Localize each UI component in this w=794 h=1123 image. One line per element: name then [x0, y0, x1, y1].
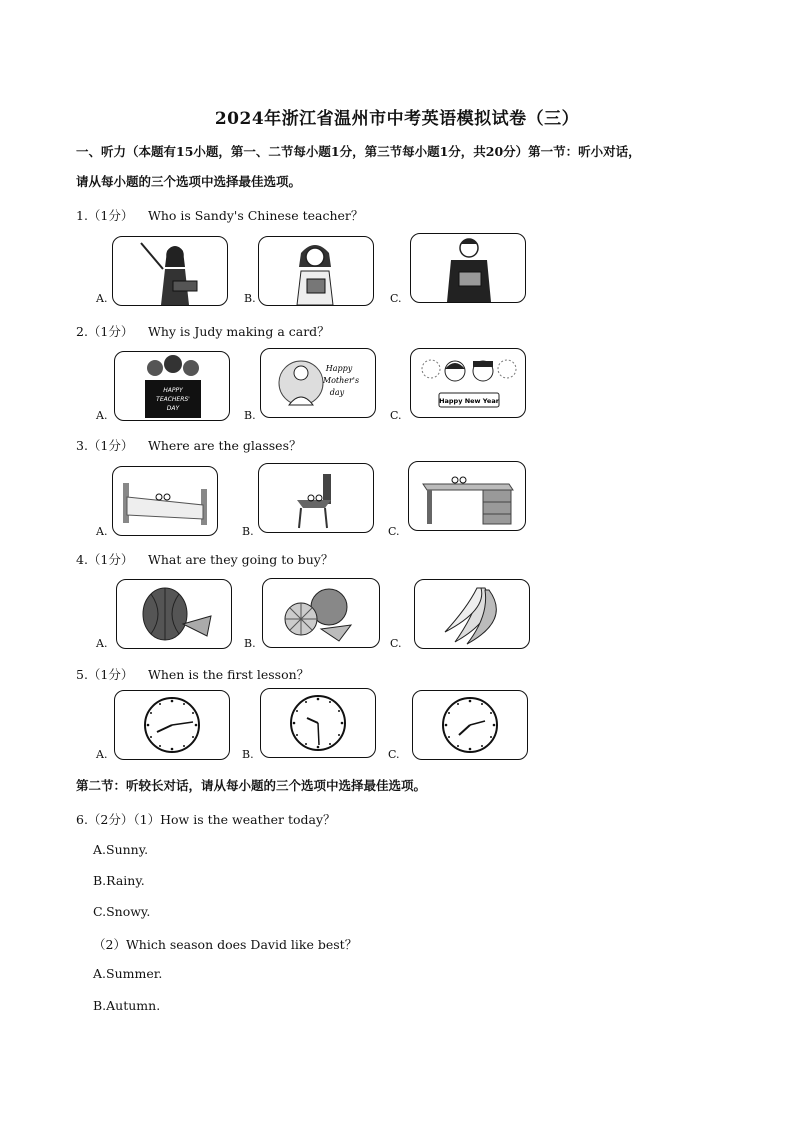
- q3-option-b-image: [258, 463, 374, 533]
- q5-option-b-image: [260, 688, 376, 758]
- q6-2-option-a: A.Summer.: [93, 966, 163, 981]
- option-label-b: B.: [244, 292, 256, 305]
- question-number: 1.（1分）: [76, 208, 134, 223]
- mothers-day-text-1: Happy: [325, 364, 353, 373]
- q3-option-a-image: [112, 466, 218, 536]
- mothers-day-text-3: day: [329, 388, 345, 397]
- question-number: 6.（2分）: [76, 812, 134, 827]
- q6-1-option-c: C.Snowy.: [93, 904, 151, 919]
- option-label-a: A.: [96, 748, 108, 761]
- option-label-a: A.: [96, 525, 108, 538]
- question-number: 4.（1分）: [76, 552, 134, 567]
- teachers-day-text-1: HAPPY: [163, 387, 183, 394]
- question-5: [76, 665, 309, 683]
- q5-option-a-image: [114, 690, 230, 760]
- section1-heading: [76, 137, 726, 197]
- q1-option-c-image: [410, 233, 526, 303]
- section1-line2: 请从每小题的三个选项中选择最佳选项。: [76, 174, 302, 189]
- section2-heading: 第二节：听较长对话，请从每小题的三个选项中选择最佳选项。: [76, 778, 427, 793]
- mothers-day-text-2: Mother's: [322, 376, 360, 385]
- q1-option-a-image: [112, 236, 228, 306]
- clock-icon: [413, 691, 527, 759]
- question-number: 5.（1分）: [76, 667, 134, 682]
- q4-option-a-image: [116, 579, 232, 649]
- female-teacher-book-icon: [259, 237, 373, 305]
- question-6: [76, 810, 336, 828]
- option-label-b: B.: [244, 409, 256, 422]
- question-text: When is the first lesson？: [148, 667, 310, 682]
- new-year-text: Happy New Year: [439, 397, 499, 405]
- question-1: [76, 206, 363, 224]
- q4-option-b-image: [262, 578, 380, 648]
- question-text: Who is Sandy's Chinese teacher？: [148, 208, 364, 223]
- question-4: [76, 550, 333, 568]
- option-label-a: A.: [96, 637, 108, 650]
- option-label-b: B.: [242, 748, 254, 761]
- option-label-a: A.: [96, 409, 108, 422]
- teachers-day-text-3: DAY: [166, 405, 180, 412]
- q2-option-a-image: [114, 351, 230, 421]
- q4-option-c-image: [414, 579, 530, 649]
- watermelon-icon: [117, 580, 231, 648]
- question-text: （1）How is the weather today？: [133, 812, 336, 827]
- chair-icon: [259, 464, 373, 532]
- q2-option-c-image: [410, 348, 526, 418]
- q5-option-c-image: [412, 690, 528, 760]
- question-number: 3.（1分）: [76, 438, 134, 453]
- teachers-day-card-icon: [115, 352, 229, 420]
- option-label-c: C.: [390, 409, 402, 422]
- page-title: 2024年浙江省温州市中考英语模拟试卷（三）: [214, 109, 580, 129]
- q6-1-option-b: B.Rainy.: [93, 873, 145, 888]
- oranges-icon: [263, 579, 379, 647]
- question-text: Where are the glasses？: [148, 438, 302, 453]
- q1-option-b-image: [258, 236, 374, 306]
- q6-1-option-a: A.Sunny.: [93, 842, 149, 857]
- option-label-c: C.: [388, 748, 400, 761]
- question-text: Why is Judy making a card？: [148, 324, 330, 339]
- desk-icon: [409, 462, 525, 530]
- mothers-day-card-icon: [261, 349, 375, 417]
- option-label-c: C.: [390, 292, 402, 305]
- bananas-icon: [415, 580, 529, 648]
- q2-option-b-image: [260, 348, 376, 418]
- option-label-b: B.: [242, 525, 254, 538]
- question-3: [76, 436, 301, 454]
- teachers-day-text-2: TEACHERS': [156, 396, 190, 403]
- male-teacher-icon: [411, 234, 525, 302]
- female-teacher-pointer-icon: [113, 237, 227, 305]
- q6-2-option-b: B.Autumn.: [93, 998, 161, 1013]
- option-label-a: A.: [96, 292, 108, 305]
- clock-icon: [261, 689, 375, 757]
- q3-option-c-image: [408, 461, 526, 531]
- option-label-b: B.: [244, 637, 256, 650]
- clock-icon: [115, 691, 229, 759]
- section1-line1: 一、听力（本题有15小题，第一、二节每小题1分，第三节每小题1分，共20分）第一节：听小对话，: [76, 144, 641, 159]
- question-text: What are they going to buy？: [148, 552, 334, 567]
- bed-icon: [113, 467, 217, 535]
- question-number: 2.（1分）: [76, 324, 134, 339]
- new-year-card-icon: [411, 349, 525, 417]
- q6-2-question: （2）Which season does David like best？: [93, 937, 358, 952]
- option-label-c: C.: [390, 637, 402, 650]
- question-2: [76, 322, 330, 340]
- option-label-c: C.: [388, 525, 400, 538]
